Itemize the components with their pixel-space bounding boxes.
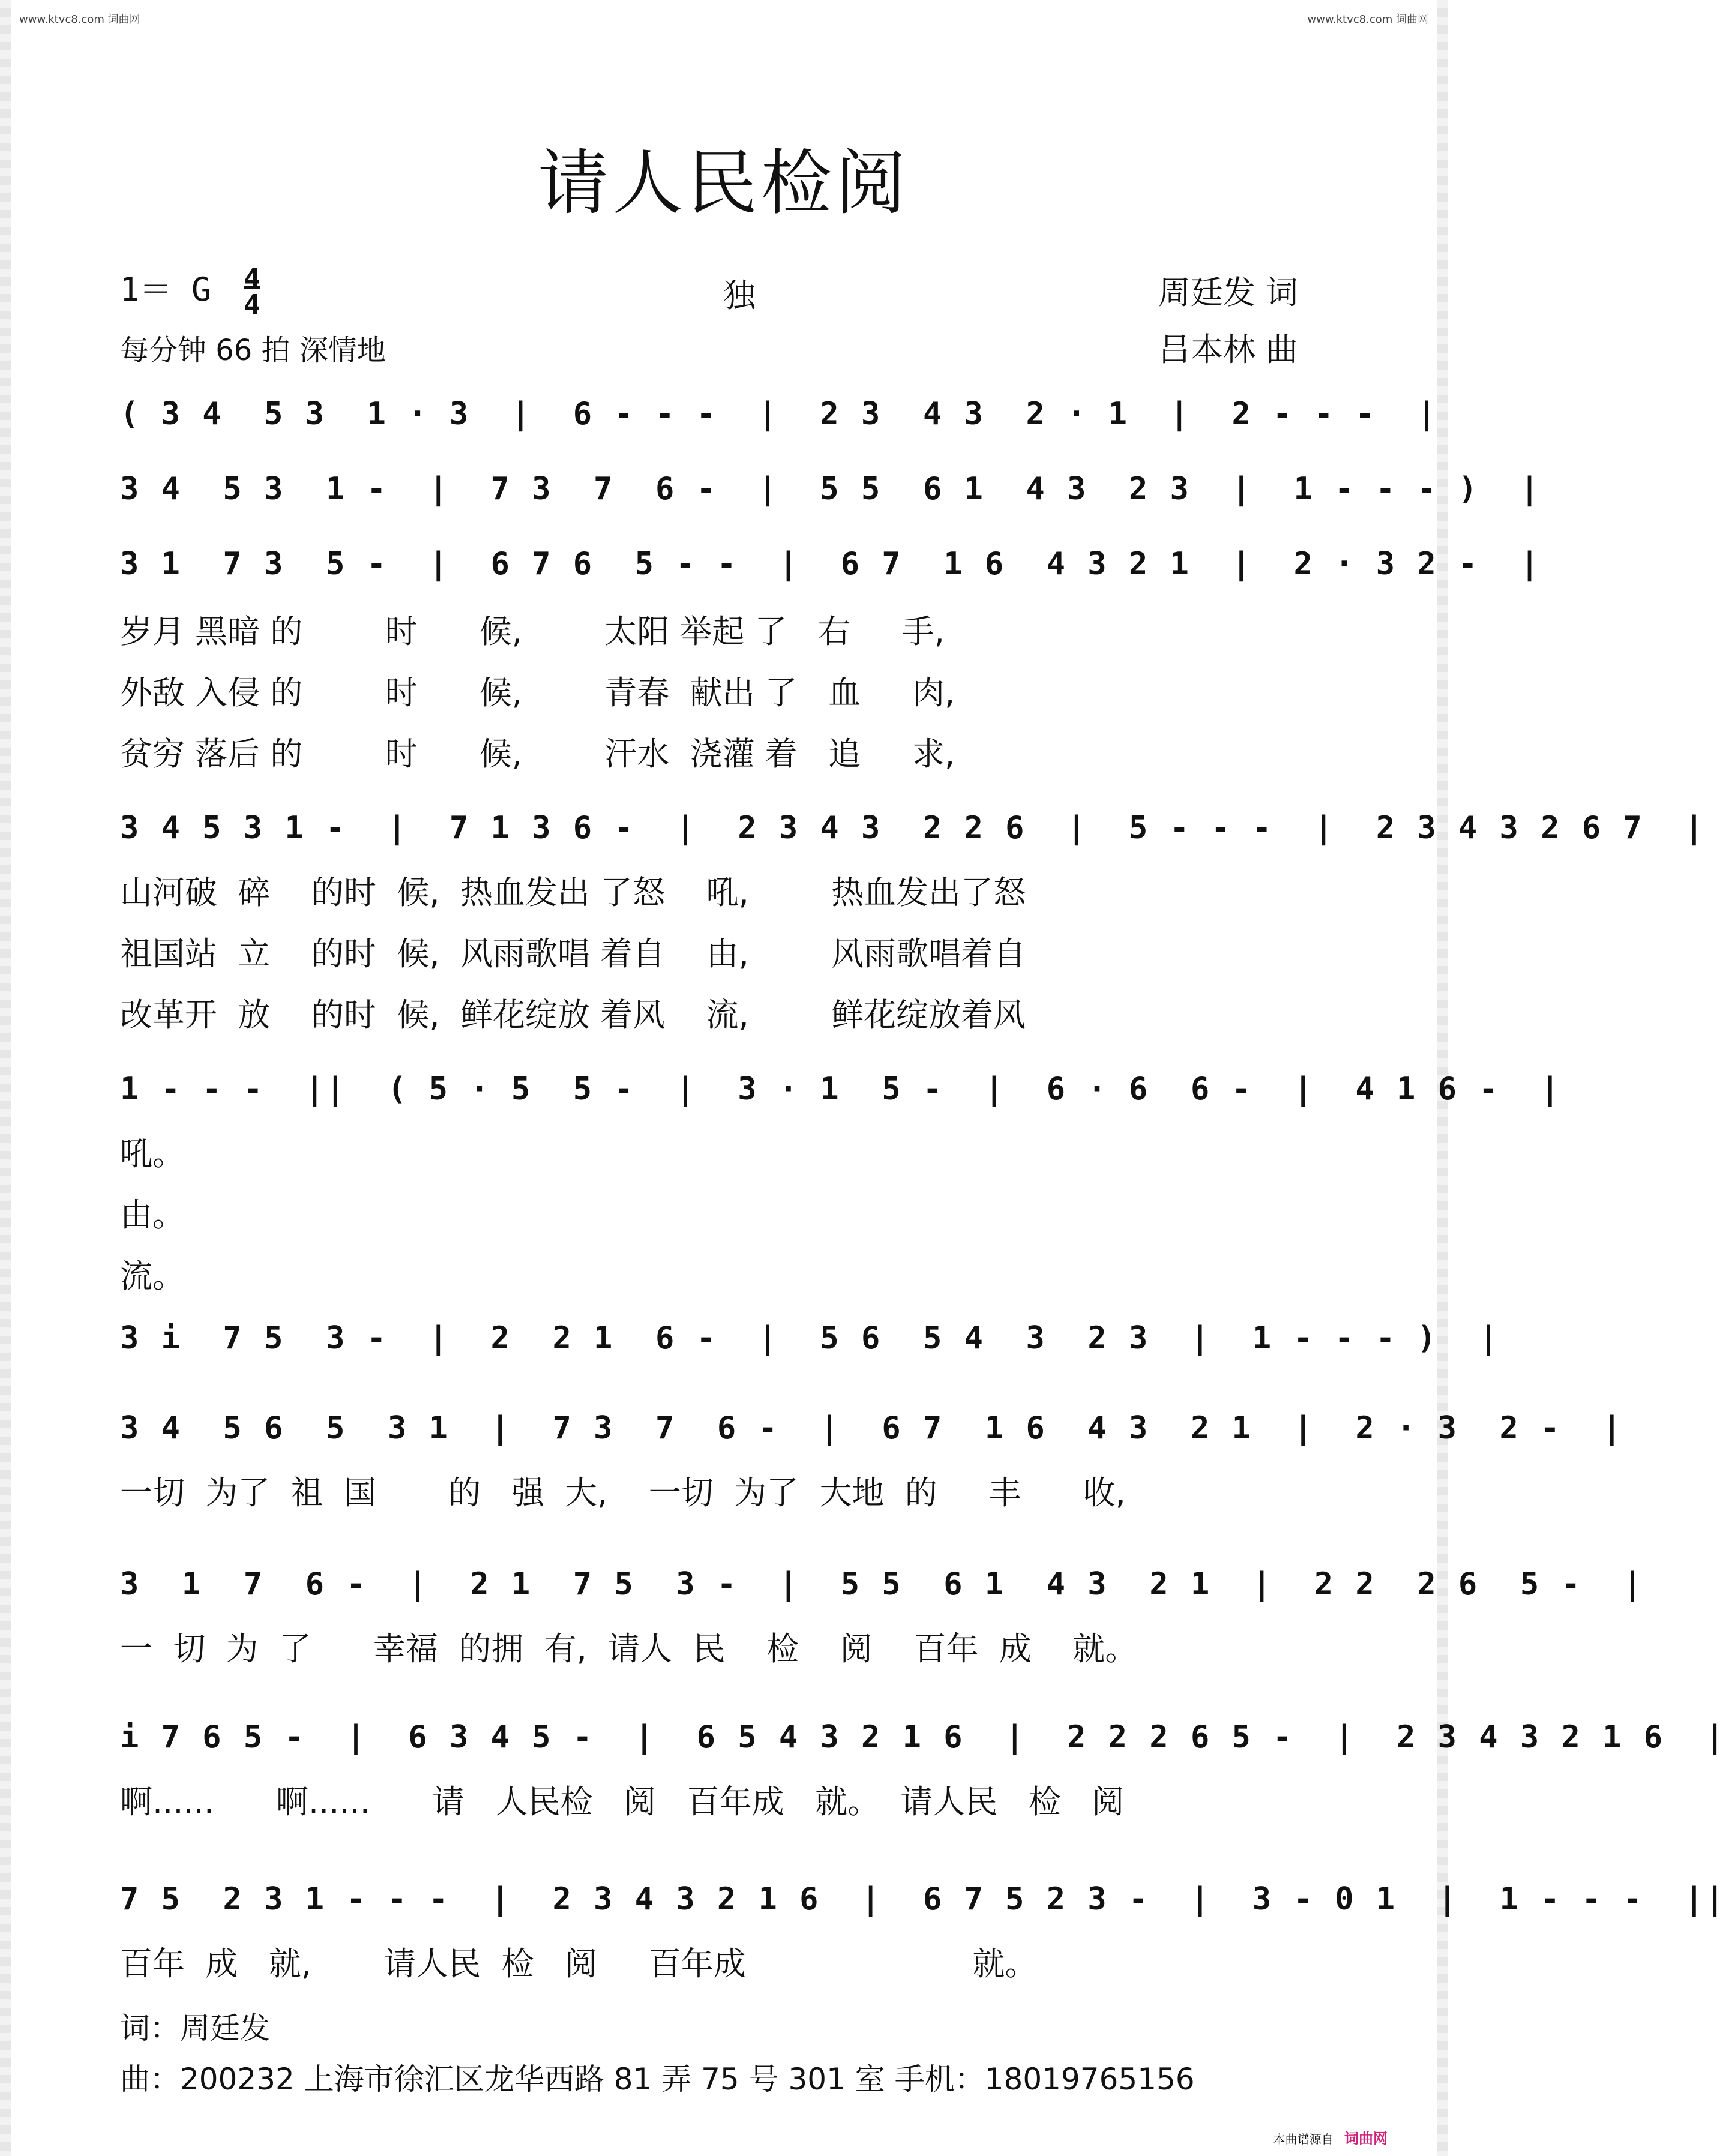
score-line-4: 3 4 5 3 1 - | 7 1 3 6 - | 2 3 4 3 2 2 6 | 5 - - - | 2 3 4 3 2 6 7 | <box>120 810 1706 846</box>
time-signature-top: 4 <box>244 262 260 295</box>
time-signature <box>244 262 260 322</box>
lyric-line-7: 一切 为了 祖 国 的 强 大, 一切 为了 大地 的 丰 收, <box>120 1474 1126 1512</box>
score-line-10: 7 5 2 3 1 - - - | 2 3 4 3 2 1 6 | 6 7 5 2 3 - | 3 - 0 1 | 1 - - - || <box>120 1881 1726 1917</box>
score-line-5: 1 - - - || ( 5 · 5 5 - | 3 · 1 5 - | 6 · 6 6 - | 4 1 6 - | <box>120 1071 1562 1107</box>
lyric-line-5-verse-3: 流。 <box>120 1257 185 1295</box>
key-label: 1＝ G <box>120 271 211 308</box>
source-stamp <box>1273 2127 1388 2148</box>
lyricist-credit: 周廷发 词 <box>1158 274 1299 311</box>
footer-composer-contact: 曲：200232 上海市徐汇区龙华西路 81 弄 75 号 301 室 手机：18019765156 <box>120 2062 1195 2097</box>
score-line-7: 3 4 5 6 5 3 1 | 7 3 7 6 - | 6 7 1 6 4 3 2 1 | 2 · 3 2 - | <box>120 1410 1623 1446</box>
lyric-line-9: 啊...... 啊...... 请 人民检 阅 百年成 就。 请人民 检 阅 <box>120 1783 1125 1821</box>
lyric-line-5-verse-2: 由。 <box>120 1196 185 1234</box>
lyric-line-4-verse-3: 改革开 放 的时 候, 鲜花绽放 着风 流, 鲜花绽放着风 <box>120 996 1026 1034</box>
score-line-8: 3 1 7 6 - | 2 1 7 5 3 - | 5 5 6 1 4 3 2 1 | 2 2 2 6 5 - | <box>120 1566 1644 1602</box>
voice-label: 独 <box>723 277 756 314</box>
site-watermark-left: www.ktvc8.com 词曲网 <box>19 13 140 26</box>
score-line-2: 3 4 5 3 1 - | 7 3 7 6 - | 5 5 6 1 4 3 2 3 | 1 - - - ) | <box>120 471 1541 507</box>
lyric-line-3-verse-3: 贫穷 落后 的 时 候, 汗水 浇灌 着 追 求, <box>120 735 955 773</box>
score-line-3: 3 1 7 3 5 - | 6 7 6 5 - - | 6 7 1 6 4 3 2 1 | 2 · 3 2 - | <box>120 546 1541 582</box>
lyric-line-8: 一 切 为 了 幸福 的拥 有, 请人 民 检 阅 百年 成 就。 <box>120 1630 1138 1668</box>
lyric-line-5-verse-1: 吼。 <box>120 1135 185 1173</box>
score-line-9: i 7 6 5 - | 6 3 4 5 - | 6 5 4 3 2 1 6 | 2 2 2 6 5 - | 2 3 4 3 2 1 6 | <box>120 1719 1726 1755</box>
lyric-line-4-verse-1: 山河破 碎 的时 候, 热血发出 了怒 吼, 热血发出了怒 <box>120 874 1026 911</box>
composer-credit: 吕本林 曲 <box>1158 331 1299 368</box>
key-signature <box>120 262 260 322</box>
page-border-left <box>0 0 11 2156</box>
tempo-marking: 每分钟 66 拍 深情地 <box>120 334 386 367</box>
site-watermark-right: www.ktvc8.com 词曲网 <box>1307 13 1428 26</box>
song-title: 请人民检阅 <box>537 142 910 224</box>
source-stamp-brand: 词曲网 <box>1344 2130 1388 2147</box>
lyric-line-10: 百年 成 就, 请人民 检 阅 百年成 就。 <box>120 1945 1038 1983</box>
lyric-line-3-verse-2: 外敌 入侵 的 时 候, 青春 献出 了 血 肉, <box>120 674 955 712</box>
time-signature-bottom: 4 <box>244 286 260 321</box>
source-stamp-label: 本曲谱源自 <box>1273 2132 1334 2146</box>
score-line-6: 3 i 7 5 3 - | 2 2 1 6 - | 5 6 5 4 3 2 3 | 1 - - - ) | <box>120 1320 1500 1356</box>
footer-lyricist: 词：周廷发 <box>120 2011 270 2046</box>
lyric-line-4-verse-2: 祖国站 立 的时 候, 风雨歌唱 着自 由, 风雨歌唱着自 <box>120 935 1026 973</box>
lyric-line-3-verse-1: 岁月 黑暗 的 时 候, 太阳 举起 了 右 手, <box>120 613 945 650</box>
score-line-1: ( 3 4 5 3 1 · 3 | 6 - - - | 2 3 4 3 2 · 1 | 2 - - - | <box>120 396 1438 432</box>
